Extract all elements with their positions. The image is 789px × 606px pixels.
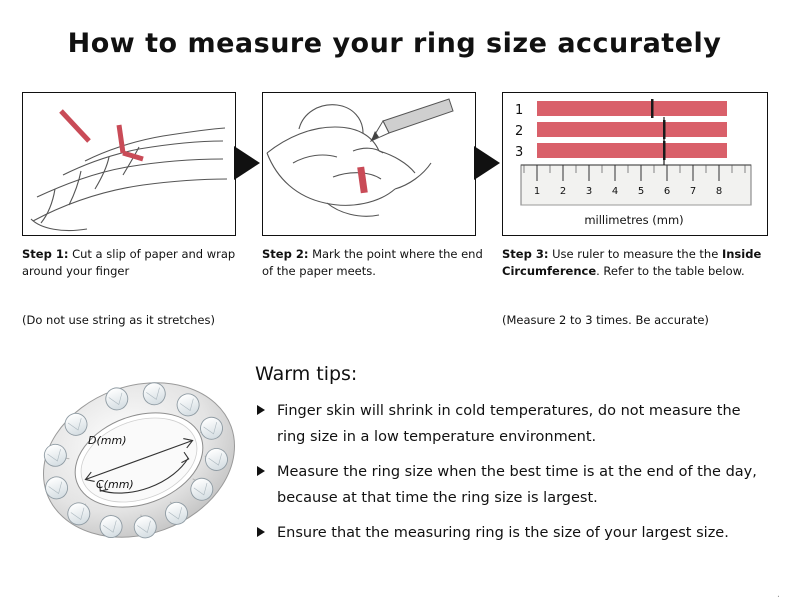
ring-circumference-label: C(mm) [96, 478, 134, 491]
step-3-text: Use ruler to measure the the [548, 247, 722, 261]
ring-diagram [28, 345, 250, 575]
warm-tips-list [255, 398, 770, 555]
step-1-note: (Do not use string as it stretches) [22, 313, 215, 327]
svg-text:3: 3 [585, 186, 593, 197]
page-title: How to measure your ring size accurately [67, 28, 722, 59]
step-2-label: Step 2: [262, 247, 309, 261]
svg-text:1: 1 [533, 186, 541, 197]
tip-item [255, 398, 770, 450]
svg-text:2: 2 [515, 124, 524, 139]
svg-text:1: 1 [515, 103, 524, 118]
step-2-illustration [262, 92, 476, 236]
warm-tips-heading: Warm tips: [255, 363, 358, 385]
step-3-text-bold: Inside Circumference [502, 247, 762, 278]
bullet-triangle-icon [257, 466, 265, 476]
hand-marking-paper-icon [263, 93, 475, 235]
tip-text: Ensure that the measuring ring is the size of your largest size. [277, 525, 729, 541]
step-2-text: Mark the point where the end of the paper meets. [262, 247, 483, 278]
step-1-caption [22, 246, 254, 280]
arrow-step1-to-step2 [234, 146, 260, 180]
svg-text:6: 6 [663, 186, 671, 197]
bullet-triangle-icon [257, 405, 265, 415]
svg-text:7: 7 [689, 186, 697, 197]
corner-mark: . [776, 589, 780, 600]
hand-with-paper-strip-icon [23, 93, 235, 235]
svg-text:3: 3 [515, 145, 524, 160]
step-2-caption [262, 246, 494, 280]
tip-text: Measure the ring size when the best time is at the end of the day, because at that time the ring size is largest. [277, 464, 757, 506]
svg-text:8: 8 [715, 186, 723, 197]
tip-item [255, 459, 770, 511]
svg-text:2: 2 [559, 186, 567, 197]
step-1-label: Step 1: [22, 247, 69, 261]
ring-diameter-label: D(mm) [88, 434, 127, 447]
step-1-illustration [22, 92, 236, 236]
step-3-note: (Measure 2 to 3 times. Be accurate) [502, 313, 709, 327]
tip-text: Finger skin will shrink in cold temperatures, do not measure the ring size in a low temperature environment. [277, 403, 741, 445]
tip-item [255, 520, 770, 546]
bullet-triangle-icon [257, 527, 265, 537]
ruler-unit-label: millimetres (mm) [584, 213, 684, 227]
arrow-step2-to-step3 [474, 146, 500, 180]
step-1-text: Cut a slip of paper and wrap around your finger [22, 247, 236, 278]
step-3-text-end: . Refer to the table below. [596, 264, 745, 278]
diamond-ring-illustration [28, 345, 250, 575]
step-3-label: Step 3: [502, 247, 549, 261]
svg-text:4: 4 [611, 186, 619, 197]
step-3-caption [502, 246, 772, 280]
svg-text:5: 5 [637, 186, 645, 197]
